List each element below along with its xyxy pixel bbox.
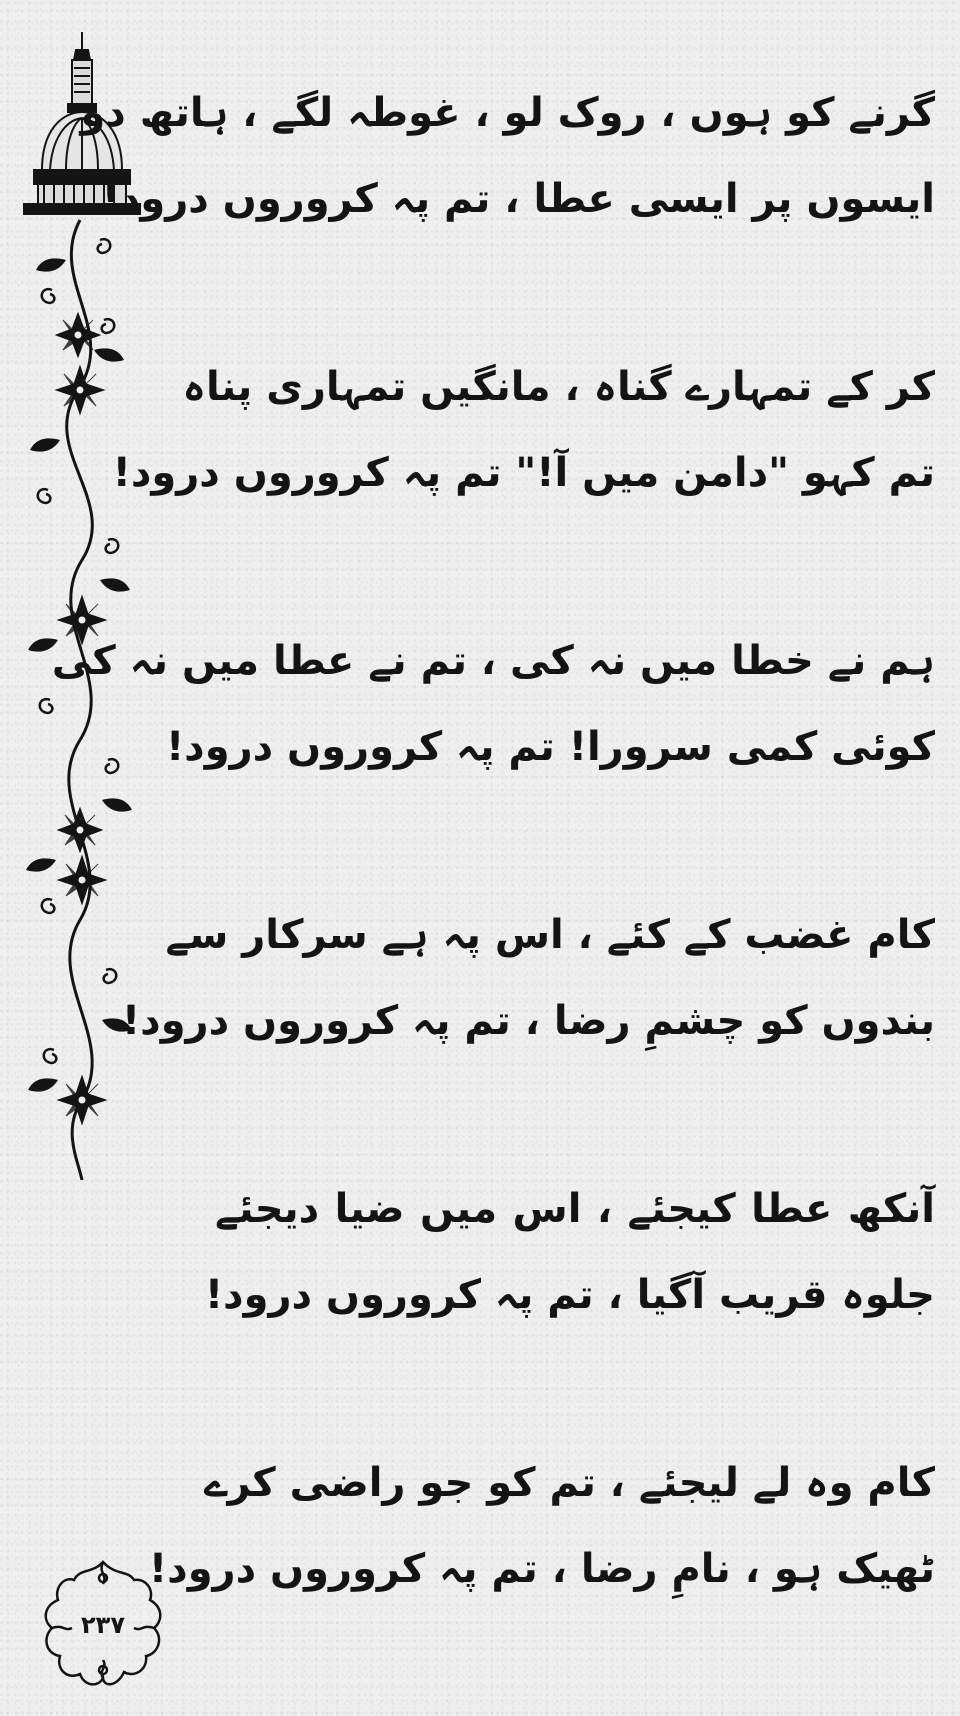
verse-line: جلوہ قریب آگیا ، تم پہ کروروں درود! xyxy=(204,1272,935,1318)
stanza-3 xyxy=(51,618,935,892)
stanza-1 xyxy=(80,70,935,344)
verse-line: ہم نے خطا میں نہ کی ، تم نے عطا میں نہ کی xyxy=(51,638,935,684)
stanza-6 xyxy=(148,1440,935,1714)
verse-line: تم کہو "دامن میں آ!" تم پہ کروروں درود! xyxy=(112,450,935,496)
verse-line: ٹھیک ہو ، نامِ رضا ، تم پہ کروروں درود! xyxy=(148,1546,935,1592)
page-number-badge xyxy=(28,1550,178,1700)
stanza-2 xyxy=(112,344,935,618)
verse-line: گرنے کو ہوں ، روک لو ، غوطہ لگے ، ہاتھ دو xyxy=(80,90,935,136)
page-number: ۲۳۷ xyxy=(81,1611,125,1639)
verse-line: کام غضب کے کئے ، اس پہ ہے سرکار سے xyxy=(165,912,935,958)
verse-line: ایسوں پر ایسی عطا ، تم پہ کروروں درود! xyxy=(101,176,935,222)
verse-line: کوئی کمی سرورا! تم پہ کروروں درود! xyxy=(165,724,935,770)
verse-line: بندوں کو چشمِ رضا ، تم پہ کروروں درود! xyxy=(121,998,935,1044)
verse-line: کر کے تمہارے گناہ ، مانگیں تمہاری پناہ xyxy=(182,364,935,410)
verse-line: کام وہ لے لیجئے ، تم کو جو راضی کرے xyxy=(204,1460,935,1506)
stanza-5 xyxy=(204,1166,935,1440)
verse-line: آنکھ عطا کیجئے ، اس میں ضیا دیجئے xyxy=(215,1186,935,1232)
stanza-4 xyxy=(121,892,935,1166)
